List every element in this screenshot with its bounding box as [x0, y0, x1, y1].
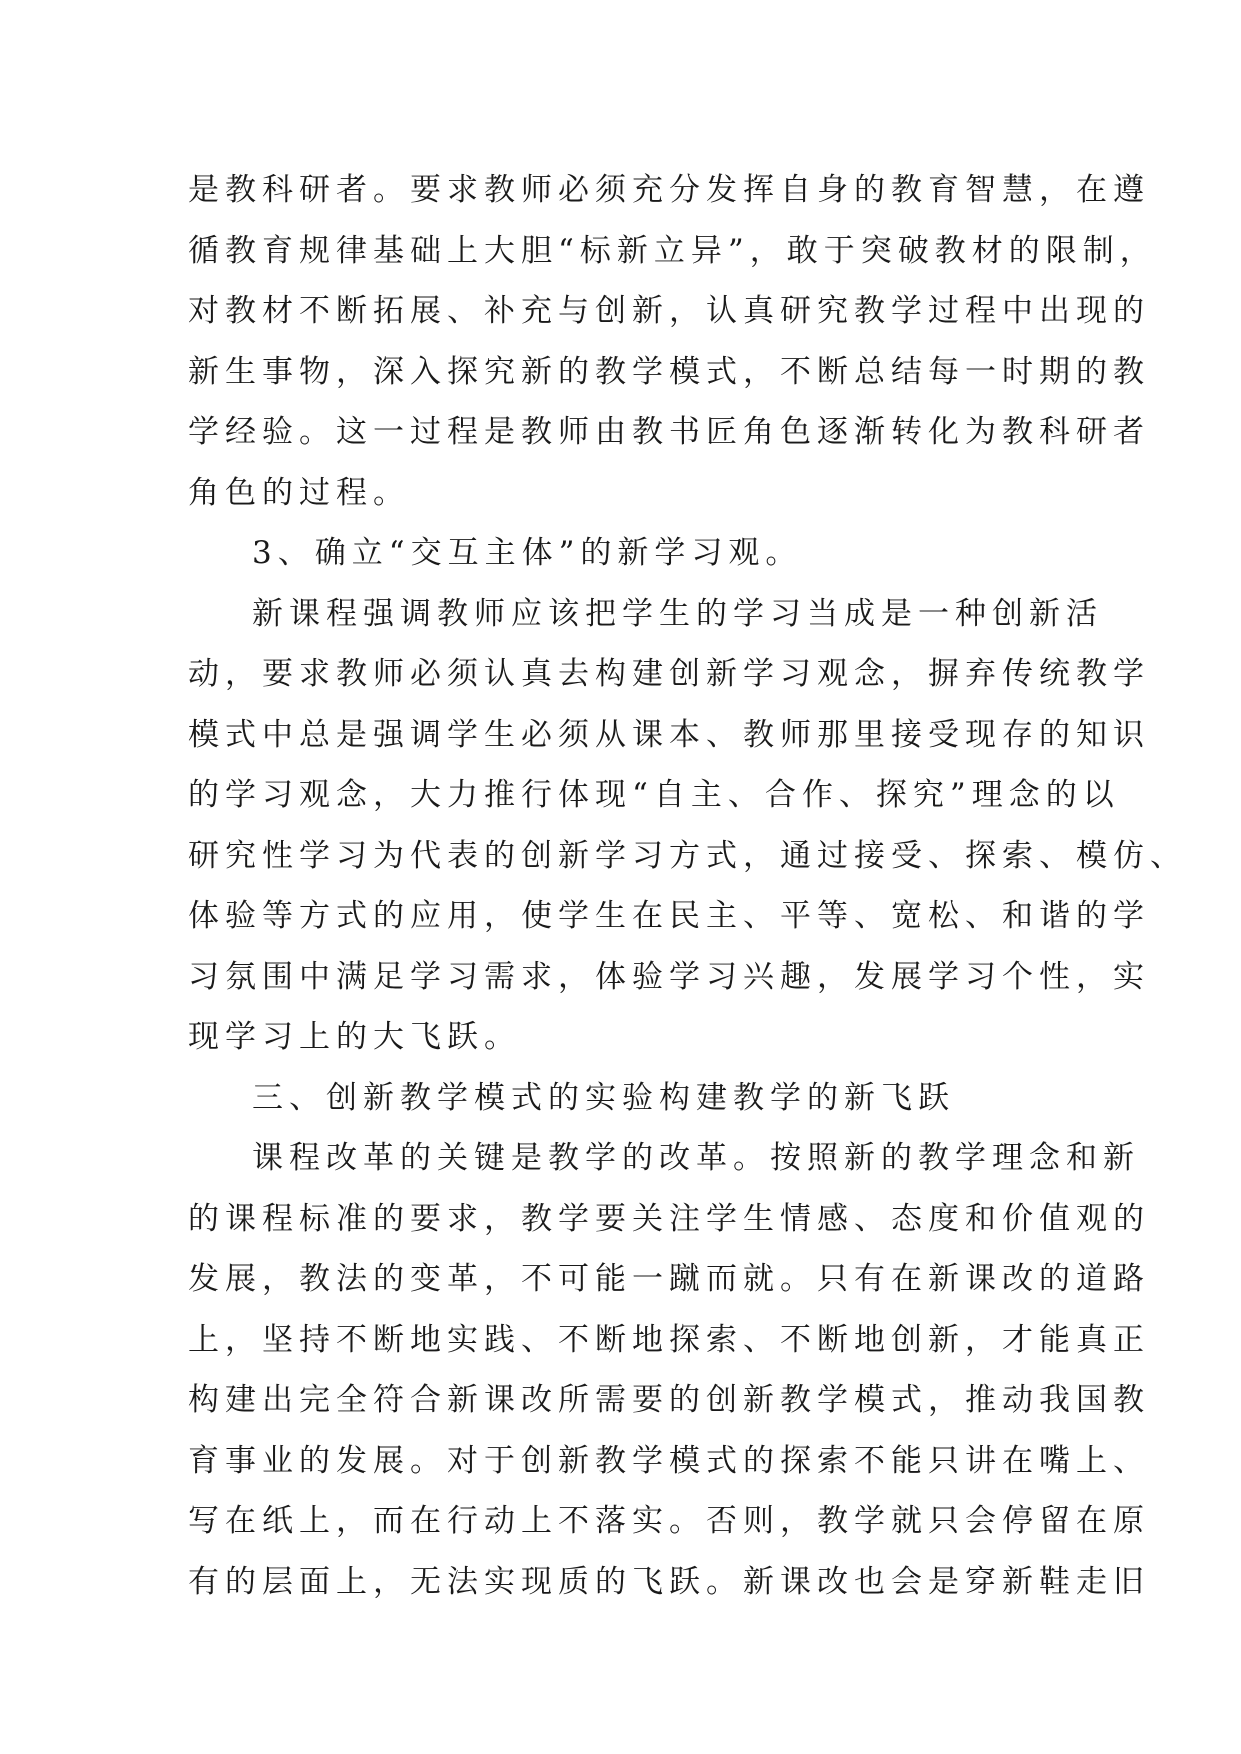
- text-line: 习氛围中满足学习需求，体验学习兴趣，发展学习个性，实: [188, 958, 1150, 995]
- section-heading-text: 三、创新教学模式的实验构建教学的新飞跃: [252, 1079, 955, 1116]
- document-body: [188, 160, 1187, 1612]
- text-line: 的课程标准的要求，教学要关注学生情感、态度和价值观的: [188, 1200, 1150, 1237]
- text-line: 现学习上的大飞跃。: [188, 1019, 521, 1055]
- text-line: 模式中总是强调学生必须从课本、教师那里接受现存的知识: [188, 716, 1150, 753]
- text-line: 发展，教法的变革，不可能一蹴而就。只有在新课改的道路: [188, 1261, 1150, 1297]
- text-line: 新课程强调教师应该把学生的学习当成是一种创新活: [252, 595, 1103, 632]
- text-line: 体验等方式的应用，使学生在民主、平等、宽松、和谐的学: [188, 898, 1150, 934]
- section-heading-three: [188, 1068, 1058, 1129]
- subheading-text: 3、确立“交互主体”的新学习观。: [252, 535, 803, 571]
- text-line: 构建出完全符合新课改所需要的创新教学模式，推动我国教: [188, 1382, 1150, 1418]
- text-line: 上，坚持不断地实践、不断地探索、不断地创新，才能真正: [188, 1321, 1150, 1358]
- paragraph-new-learning-view: [188, 584, 1187, 1068]
- paragraph-curriculum-reform: [188, 1128, 1150, 1612]
- text-line: 对教材不断拓展、补充与创新，认真研究教学过程中出现的: [188, 293, 1150, 329]
- text-line: 新生事物，深入探究新的教学模式，不断总结每一时期的教: [188, 353, 1150, 390]
- paragraph-continuation-teacher-researcher: [188, 160, 1157, 523]
- text-line: 角色的过程。: [188, 474, 410, 511]
- text-line: 课程改革的关键是教学的改革。按照新的教学理念和新: [252, 1140, 1140, 1176]
- text-line: 研究性学习为代表的创新学习方式，通过接受、探索、模仿、: [188, 837, 1187, 874]
- text-line: 学经验。这一过程是教师由教书匠角色逐渐转化为教科研者: [188, 414, 1150, 450]
- text-line: 的学习观念，大力推行体现“自主、合作、探究”理念的以: [188, 777, 1120, 813]
- text-line: 动，要求教师必须认真去构建创新学习观念，摒弃传统教学: [188, 656, 1150, 692]
- text-line: 循教育规律基础上大胆“标新立异”，敢于突破教材的限制，: [188, 232, 1157, 269]
- text-line: 有的层面上，无法实现质的飞跃。新课改也会是穿新鞋走旧: [188, 1563, 1150, 1600]
- text-line: 写在纸上，而在行动上不落实。否则，教学就只会停留在原: [188, 1503, 1150, 1539]
- subheading-3: [188, 523, 1058, 584]
- text-line: 育事业的发展。对于创新教学模式的探索不能只讲在嘴上、: [188, 1442, 1150, 1479]
- text-line: 是教科研者。要求教师必须充分发挥自身的教育智慧，在遵: [188, 172, 1150, 208]
